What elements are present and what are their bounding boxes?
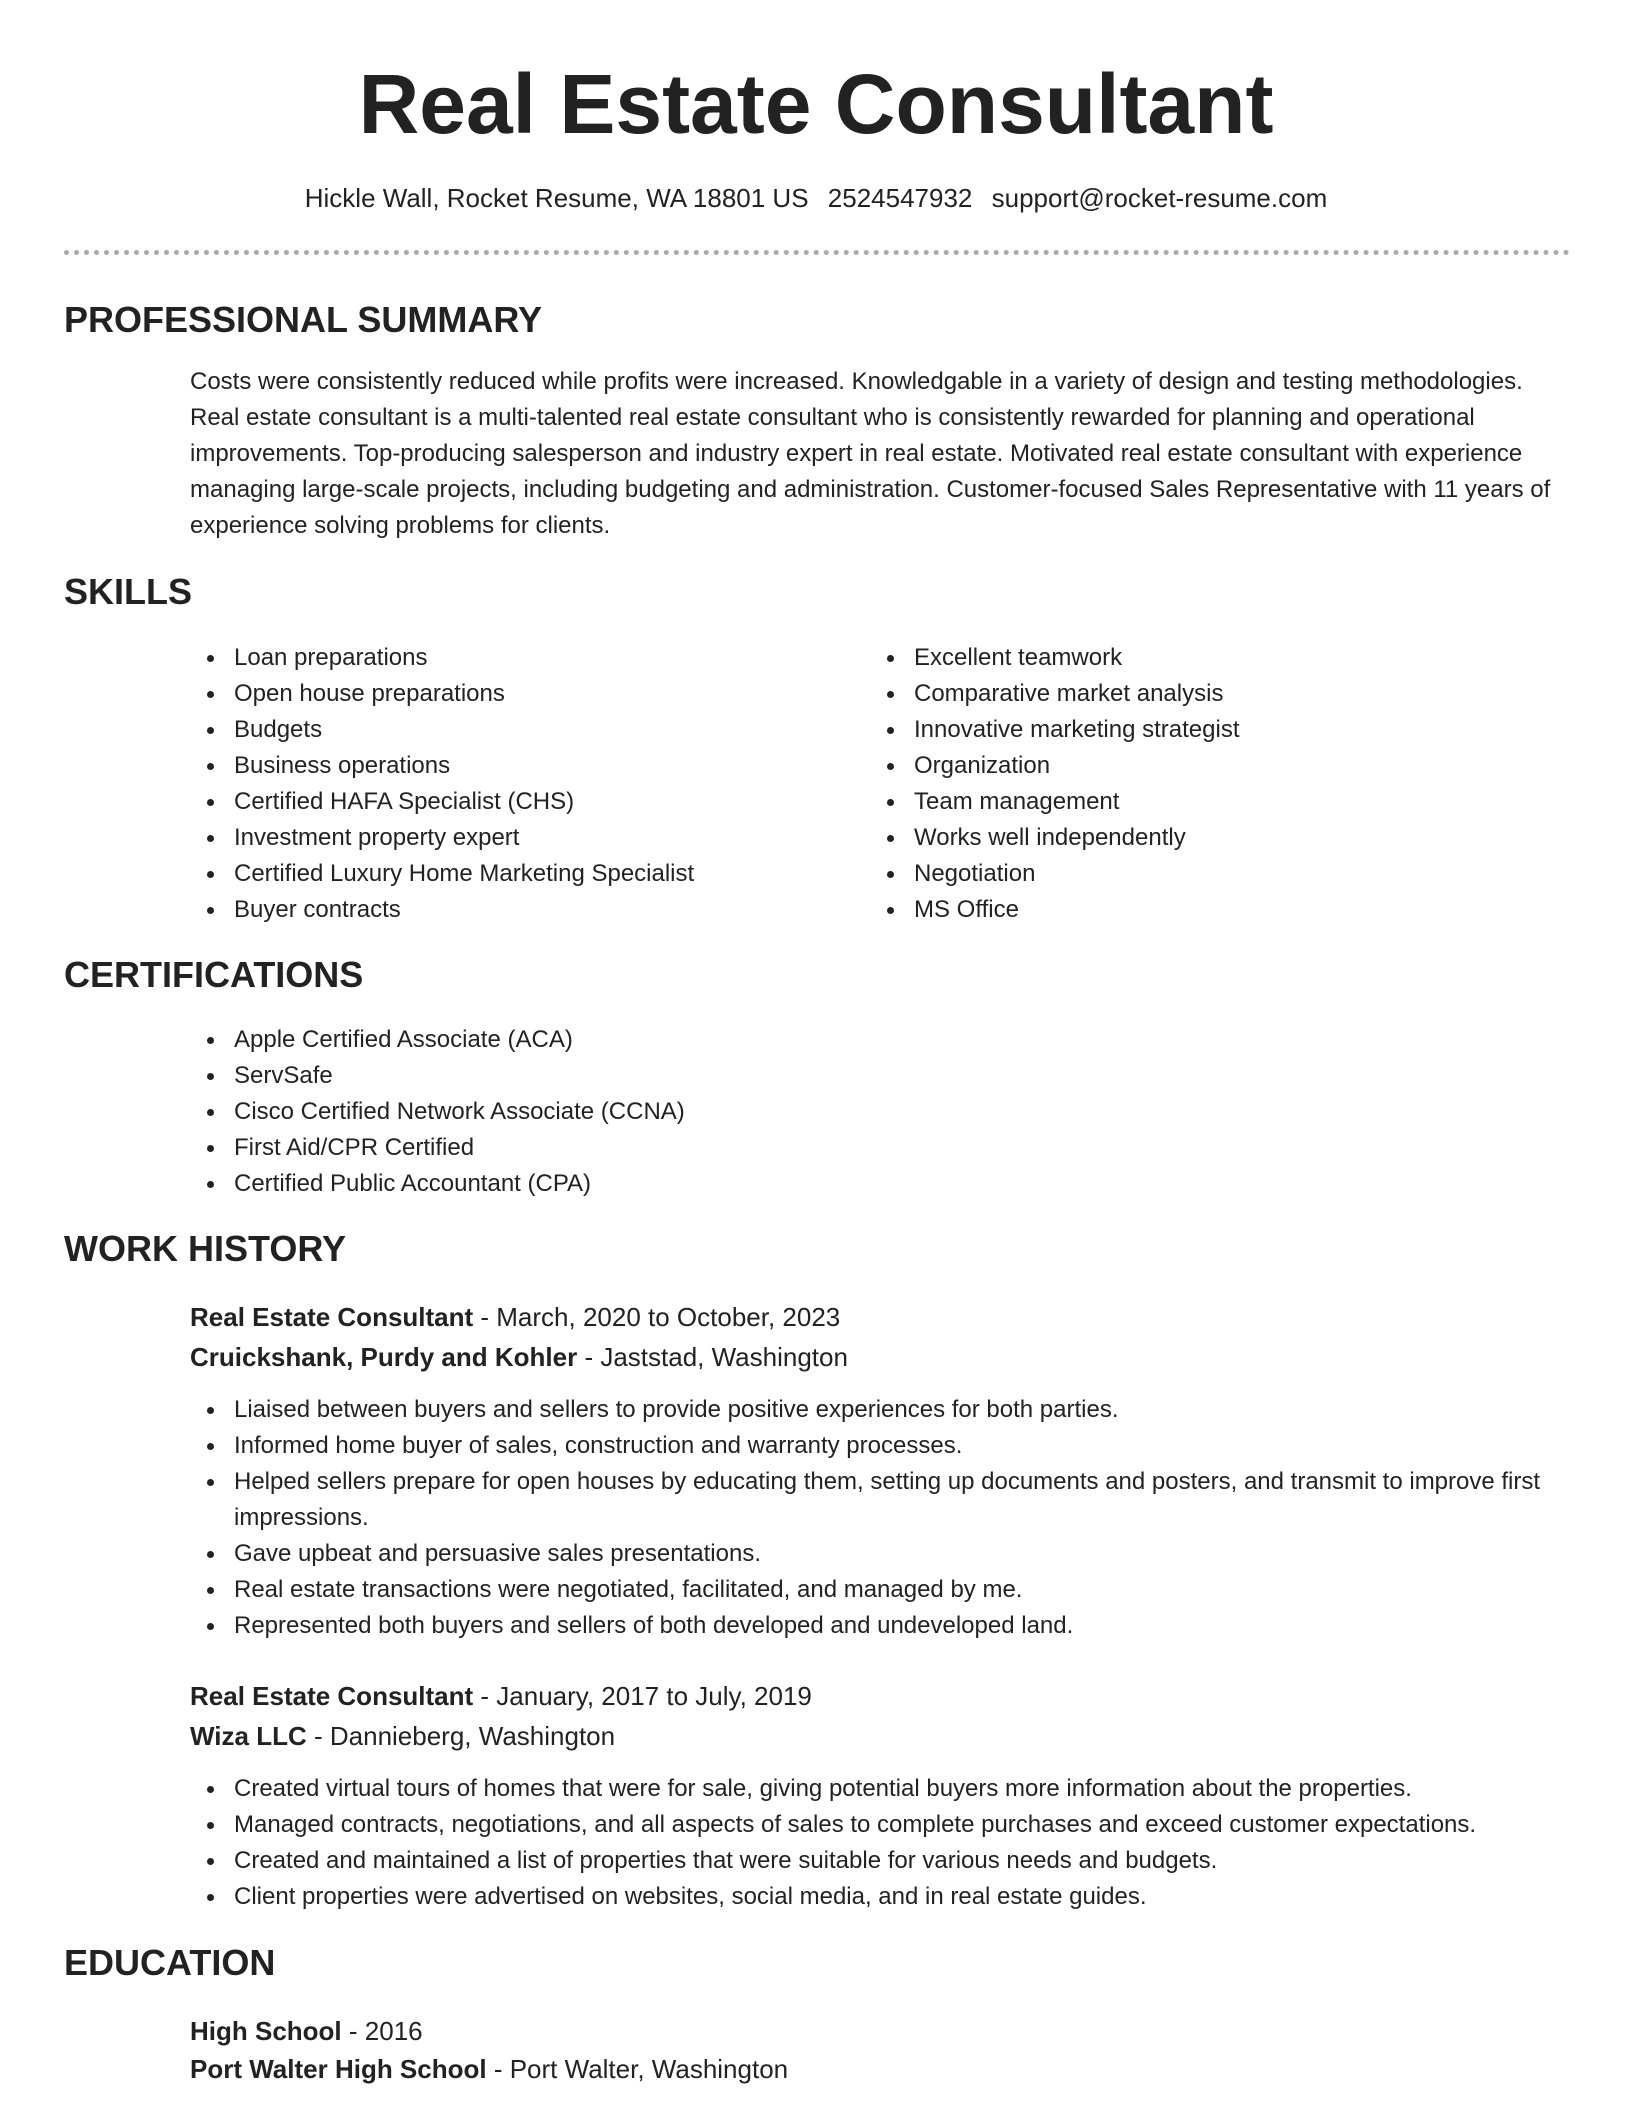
candidate-name: Real Estate Consultant: [358, 57, 1274, 151]
certifications-column: [190, 1022, 1570, 1202]
job-duty-item: Managed contracts, negotiations, and all aspects of sales to complete purchases and exceed customer expectations.: [190, 1807, 1570, 1843]
summary-text: Costs were consistently reduced while profits were increased. Knowledgable in a variety of design and testing methodologies. Real estate consultant is a multi-talented real estate consultant who is consistently rewarded for planning and operational improvements. Top-producing salesperson and industry expert in real estate. Motivated real estate consultant with experience managing large-scale projects, including budgeting and administration. Customer-focused Sales Representative with 11 years of experience solving problems for clients.: [190, 368, 1551, 539]
job-role: Real Estate Consultant: [190, 1681, 474, 1711]
education-year: - 2016: [341, 2016, 423, 2046]
contact-email[interactable]: support@rocket-resume.com: [991, 183, 1328, 213]
job-dates: - March, 2020 to October, 2023: [473, 1302, 841, 1332]
skill-item: Certified Luxury Home Marketing Specialist: [190, 856, 850, 892]
contact-address: Hickle Wall, Rocket Resume, WA 18801 US: [304, 183, 809, 213]
job-duty-item: Gave upbeat and persuasive sales presentations.: [190, 1536, 1570, 1572]
education-school-line: [190, 2050, 788, 2088]
skill-item: Budgets: [190, 712, 850, 748]
skills-left-list: [190, 640, 850, 928]
education-location: - Port Walter, Washington: [486, 2054, 789, 2084]
certifications-list: [190, 1022, 1570, 1202]
certification-item: Cisco Certified Network Associate (CCNA): [190, 1094, 1570, 1130]
skill-item: Certified HAFA Specialist (CHS): [190, 784, 850, 820]
job-duty-item: Liaised between buyers and sellers to provide positive experiences for both parties.: [190, 1392, 1570, 1428]
job-location: - Jaststad, Washington: [577, 1342, 848, 1372]
skill-item: Open house preparations: [190, 676, 850, 712]
skill-item: Team management: [870, 784, 1530, 820]
skills-left-column: [190, 640, 850, 928]
certification-item: Apple Certified Associate (ACA): [190, 1022, 1570, 1058]
job-duty-item: Client properties were advertised on websites, social media, and in real estate guides.: [190, 1879, 1570, 1915]
skill-item: Innovative marketing strategist: [870, 712, 1530, 748]
job-title-line: [190, 1298, 840, 1336]
certification-item: First Aid/CPR Certified: [190, 1130, 1570, 1166]
skills-right-list: [870, 640, 1530, 928]
education-degree-line: [190, 2012, 423, 2050]
skill-item: Buyer contracts: [190, 892, 850, 928]
skill-item: Excellent teamwork: [870, 640, 1530, 676]
certification-item: ServSafe: [190, 1058, 1570, 1094]
header-divider: [64, 250, 1570, 255]
job-duty-item: Informed home buyer of sales, construction and warranty processes.: [190, 1428, 1570, 1464]
skill-item: Works well independently: [870, 820, 1530, 856]
skills-right-column: [870, 640, 1530, 928]
job-company: Cruickshank, Purdy and Kohler: [190, 1342, 578, 1372]
job-duties: [190, 1392, 1570, 1644]
job-duties-list: [190, 1392, 1570, 1644]
job-duty-item: Created and maintained a list of properties that were suitable for various needs and budgets.: [190, 1843, 1570, 1879]
skills-heading: SKILLS: [64, 571, 193, 612]
education-degree: High School: [190, 2016, 342, 2046]
job-company-line: [190, 1338, 848, 1376]
contact-line: [0, 180, 1632, 216]
skill-item: Business operations: [190, 748, 850, 784]
skill-item: Negotiation: [870, 856, 1530, 892]
skill-item: Organization: [870, 748, 1530, 784]
education-heading: EDUCATION: [64, 1942, 276, 1983]
job-duty-item: Created virtual tours of homes that were for sale, giving potential buyers more information about the properties.: [190, 1771, 1570, 1807]
job-company-line: [190, 1717, 615, 1755]
job-dates: - January, 2017 to July, 2019: [473, 1681, 812, 1711]
certification-item: Certified Public Accountant (CPA): [190, 1166, 1570, 1202]
skill-item: Loan preparations: [190, 640, 850, 676]
contact-phone: 2524547932: [827, 183, 973, 213]
summary-heading: PROFESSIONAL SUMMARY: [64, 299, 543, 340]
job-company: Wiza LLC: [190, 1721, 307, 1751]
skill-item: MS Office: [870, 892, 1530, 928]
skill-item: Investment property expert: [190, 820, 850, 856]
job-duties-list: [190, 1771, 1570, 1915]
certifications-heading: CERTIFICATIONS: [64, 954, 364, 995]
job-duty-item: Real estate transactions were negotiated, facilitated, and managed by me.: [190, 1572, 1570, 1608]
job-location: - Dannieberg, Washington: [306, 1721, 616, 1751]
work-history-heading: WORK HISTORY: [64, 1228, 347, 1269]
education-school: Port Walter High School: [190, 2054, 487, 2084]
job-duty-item: Helped sellers prepare for open houses by educating them, setting up documents and posters, and transmit to improve first impressions.: [190, 1464, 1570, 1536]
job-title-line: [190, 1677, 812, 1715]
job-role: Real Estate Consultant: [190, 1302, 474, 1332]
job-duties: [190, 1771, 1570, 1915]
job-duty-item: Represented both buyers and sellers of both developed and undeveloped land.: [190, 1608, 1570, 1644]
skill-item: Comparative market analysis: [870, 676, 1530, 712]
